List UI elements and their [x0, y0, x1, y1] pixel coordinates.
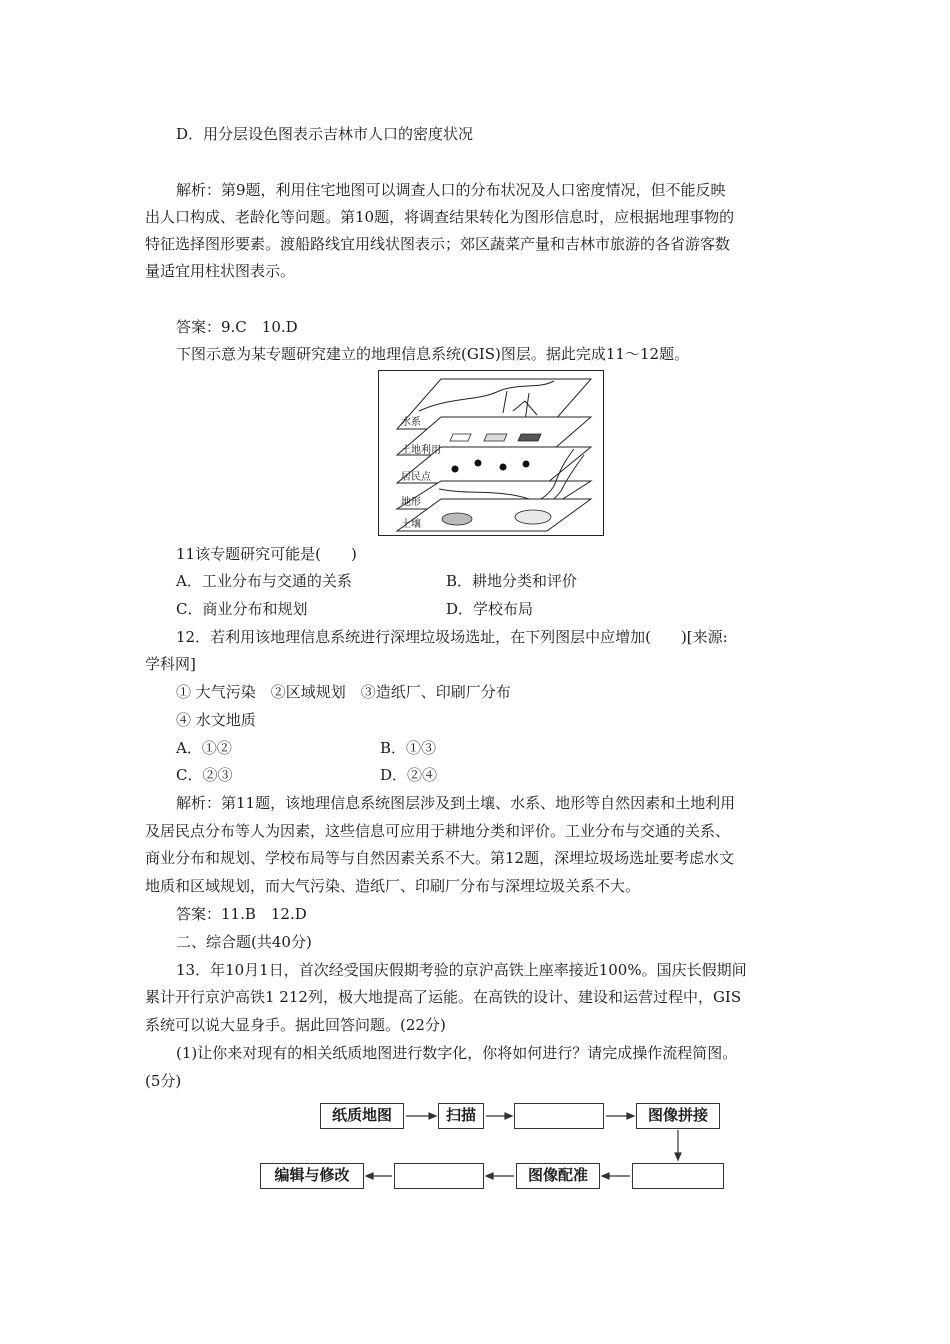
flow-box: 扫描 [438, 1103, 484, 1129]
option-d: D．②④ [380, 766, 438, 784]
section-heading: 二、综合题(共40分) [176, 933, 312, 951]
gis-layer-diagram [379, 371, 603, 535]
question-13-cont: 系统可以说大显身手。据此回答问题。(22分) [145, 1016, 446, 1034]
layer-choices: ④ 水文地质 [176, 711, 256, 729]
gis-layer-label: 土壤 [401, 519, 421, 530]
explanation-line: 解析：第11题，该地理信息系统图层涉及到土壤、水系、地形等自然因素和土地利用 [176, 794, 736, 812]
layer-choices: ① 大气污染 ②区域规划 ③造纸厂、印刷厂分布 [176, 683, 511, 701]
explanation-line: 出人口构成、老龄化等问题。第10题，将调查结果转化为图形信息时，应根据地理事物的 [145, 208, 735, 226]
option-b: B．耕地分类和评价 [446, 572, 578, 590]
question-13-cont: 累计开行京沪高铁1 212列，极大地提高了运能。在高铁的设计、建设和运营过程中，GIS [145, 988, 742, 1006]
option-d: D．学校布局 [446, 600, 534, 618]
option-d-line: D．用分层设色图表示吉林市人口的密度状况 [176, 125, 474, 143]
flow-box: 图像拼接 [636, 1103, 720, 1129]
question-13: 13．年10月1日，首次经受国庆假期考验的京沪高铁上座率接近100%。国庆长假期间 [176, 961, 747, 979]
question-11: 11该专题研究可能是( ) [176, 545, 357, 563]
gis-layer-figure [378, 370, 604, 536]
answer-line: 答案：9.C 10.D [176, 318, 298, 336]
option-c: C．②③ [176, 766, 233, 784]
flow-box: 纸质地图 [320, 1103, 404, 1129]
explanation-line: 商业分布和规划、学校布局等与自然因素关系不大。第12题，深埋垃圾场选址要考虑水文 [145, 849, 735, 867]
answer-line: 答案：11.B 12.D [176, 905, 307, 923]
gis-layer-label: 地形 [401, 497, 421, 508]
question-12-cont: 学科网] [145, 655, 196, 673]
explanation-line: 特征选择图形要素。渡船路线宜用线状图表示；郊区蔬菜产量和吉林市旅游的各省游客数 [145, 235, 731, 253]
explanation-line: 量适宜用柱状图表示。 [145, 262, 296, 280]
question-13-part-1-score: (5分) [145, 1072, 182, 1090]
option-c: C．商业分布和规划 [176, 600, 308, 618]
flow-box: 图像配准 [516, 1163, 600, 1189]
flow-arrows [258, 1098, 738, 1194]
gis-layer-label: 居民点 [401, 472, 431, 483]
explanation-line: 及居民点分布等人为因素，这些信息可应用于耕地分类和评价。工业分布与交通的关系、 [145, 822, 731, 840]
gis-layer-label: 水系 [401, 417, 421, 428]
explanation-line: 地质和区域规划，而大气污染、造纸厂、印刷厂分布与深埋垃圾关系不大。 [145, 877, 641, 895]
option-a: A．①② [176, 739, 232, 757]
digitization-flowchart [258, 1098, 738, 1194]
question-12: 12．若利用该地理信息系统进行深埋垃圾场选址，在下列图层中应增加( )[来源: [176, 628, 728, 646]
flow-box: 编辑与修改 [260, 1163, 364, 1189]
explanation-line: 解析：第9题，利用住宅地图可以调查人口的分布状况及人口密度情况，但不能反映 [176, 181, 726, 199]
gis-layer-label: 土地利用 [401, 445, 441, 456]
option-b: B．①③ [380, 739, 437, 757]
figure-intro-line: 下图示意为某专题研究建立的地理信息系统(GIS)图层。据此完成11～12题。 [176, 345, 690, 363]
question-13-part-1: (1)让你来对现有的相关纸质地图进行数字化，你将如何进行？请完成操作流程简图。 [176, 1044, 738, 1062]
option-a: A．工业分布与交通的关系 [176, 572, 352, 590]
